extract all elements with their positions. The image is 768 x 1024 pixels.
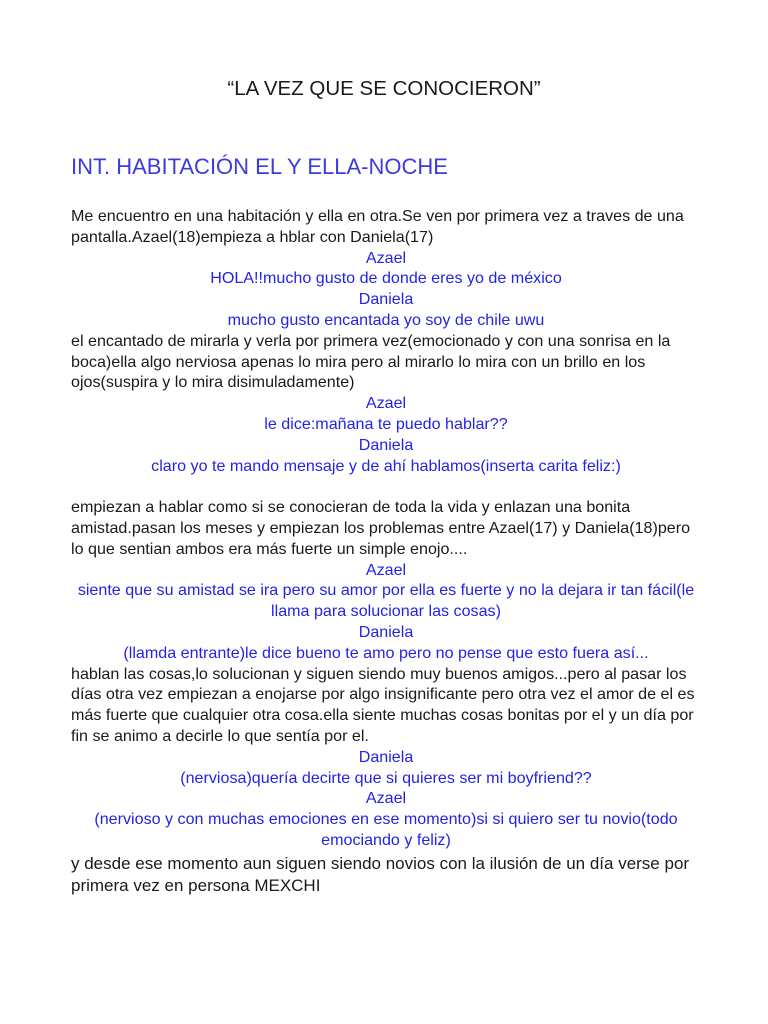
action-paragraph: Me encuentro en una habitación y ella en otra.Se ven por primera vez a traves de una pantalla.Azael(18)empieza a hblar con Daniela(17)	[71, 207, 684, 246]
character-name: Daniela	[358, 435, 414, 454]
character-name: Daniela	[358, 622, 414, 641]
character-name: Azael	[365, 789, 407, 808]
paragraph-spacer	[71, 476, 701, 497]
closing-paragraph: y desde ese momento aun siguen siendo novios con la ilusión de un día verse por primera vez en persona MEXCHI	[71, 853, 690, 895]
character-name: Azael	[365, 394, 407, 413]
dialogue-line: le dice:mañana te puedo hablar??	[264, 414, 508, 433]
action-paragraph: empiezan a hablar como si se conocieran de toda la vida y enlazan una bonita amistad.pasan los meses y empiezan los problemas entre Azael(17) y Daniela(18)pero lo que sentian ambos era más fuerte un simple enojo....	[71, 498, 691, 558]
character-name: Azael	[365, 560, 407, 579]
scene-heading: INT. HABITACIÓN EL Y ELLA-NOCHE	[71, 154, 448, 179]
action-paragraph: hablan las cosas,lo solucionan y siguen siendo muy buenos amigos...pero al pasar los días otra vez empiezan a enojarse por algo insignificante pero otra vez el amor de el es más fuerte que cualquier otra cosa.ella siente muchas cosas bonitas por el y un día por fin se animo a decirle lo que sentía por el.	[71, 664, 695, 745]
document-title: “LA VEZ QUE SE CONOCIERON”	[227, 77, 541, 100]
dialogue-line: (llamda entrante)le dice bueno te amo pero no pense que esto fuera así...	[123, 643, 649, 662]
screenplay-body	[71, 206, 701, 897]
dialogue-line: claro yo te mando mensaje y de ahí hablamos(inserta carita feliz:)	[151, 456, 621, 475]
dialogue-line: mucho gusto encantada yo soy de chile uwu	[227, 310, 545, 329]
dialogue-line: HOLA!!mucho gusto de donde eres yo de méxico	[210, 269, 562, 288]
dialogue-line: siente que su amistad se ira pero su amor por ella es fuerte y no la dejara ir tan fácil(le llama para solucionar las cosas)	[77, 581, 695, 621]
character-name: Daniela	[358, 290, 414, 309]
character-name: Azael	[365, 248, 407, 267]
dialogue-line: (nervioso y con muchas emociones en ese momento)si si quiero ser tu novio(todo emociando y feliz)	[94, 810, 678, 849]
dialogue-line: (nerviosa)quería decirte que si quieres ser mi boyfriend??	[180, 768, 592, 787]
character-name: Daniela	[358, 747, 414, 766]
action-paragraph: el encantado de mirarla y verla por primera vez(emocionado y con una sonrisa en la boca)ella algo nerviosa apenas lo mira pero al mirarlo lo mira con un brillo en los ojos(suspira y lo mira disimuladamente)	[71, 331, 671, 392]
